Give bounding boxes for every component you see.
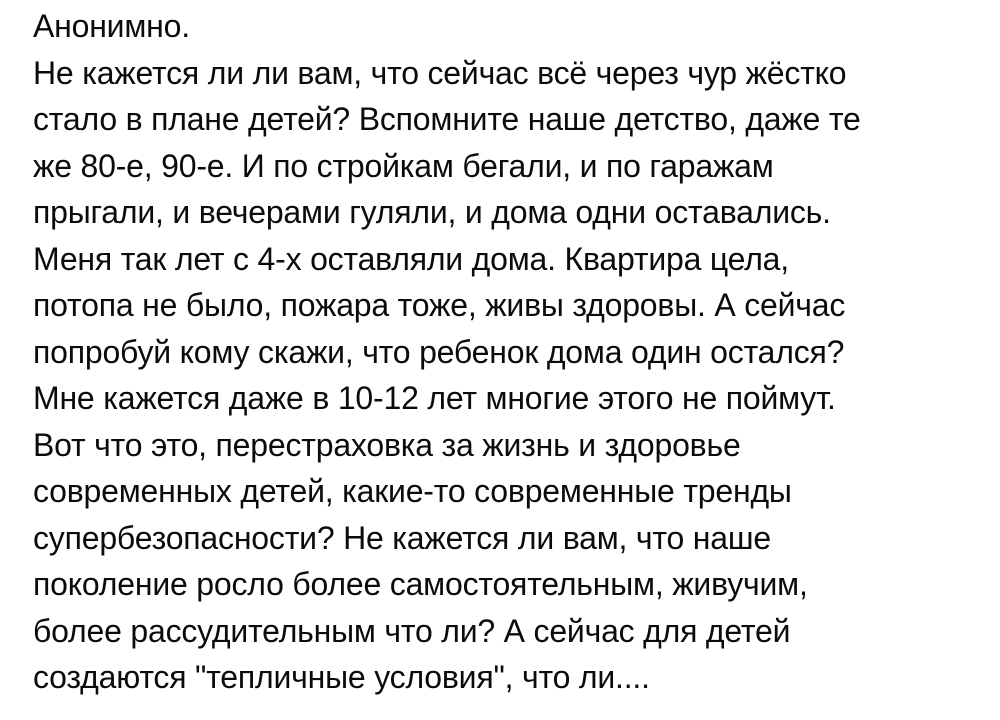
- post-text-line: Не кажется ли ли вам, что сейчас всё через чур жёстко: [33, 54, 847, 91]
- post-text-line: прыгали, и вечерами гуляли, и дома одни оставались.: [33, 194, 831, 230]
- post-text-line: попробуй кому скажи, что ребенок дома один остался?: [33, 333, 845, 370]
- post-text-line: Вот что это, перестраховка за жизнь и здоровье: [33, 426, 741, 463]
- post-text-line: стало в плане детей? Вспомните наше детство, даже те: [33, 101, 861, 137]
- post-text-line: супербезопасности? Не кажется ли вам, что наше: [33, 519, 771, 556]
- post-text-line: Мне кажется даже в 10-12 лет многие этого не поймут.: [33, 380, 836, 416]
- post-text-line: поколение росло более самостоятельным, живучим,: [33, 566, 808, 602]
- post-text-line: же 80-е, 90-е. И по стройкам бегали, и по гаражам: [33, 147, 774, 184]
- post-text-line: более рассудительным что ли? А сейчас для детей: [33, 612, 791, 649]
- post-text-line: создаются "тепличные условия", что ли....: [33, 659, 650, 695]
- post-text-line: современных детей, какие-то современные тренды: [33, 473, 792, 509]
- post-text-line: потопа не было, пожара тоже, живы здоровы. А сейчас: [33, 287, 846, 323]
- post-text-line: Меня так лет с 4-х оставляли дома. Квартира цела,: [33, 240, 789, 277]
- post-author-line: Анонимно.: [33, 8, 190, 44]
